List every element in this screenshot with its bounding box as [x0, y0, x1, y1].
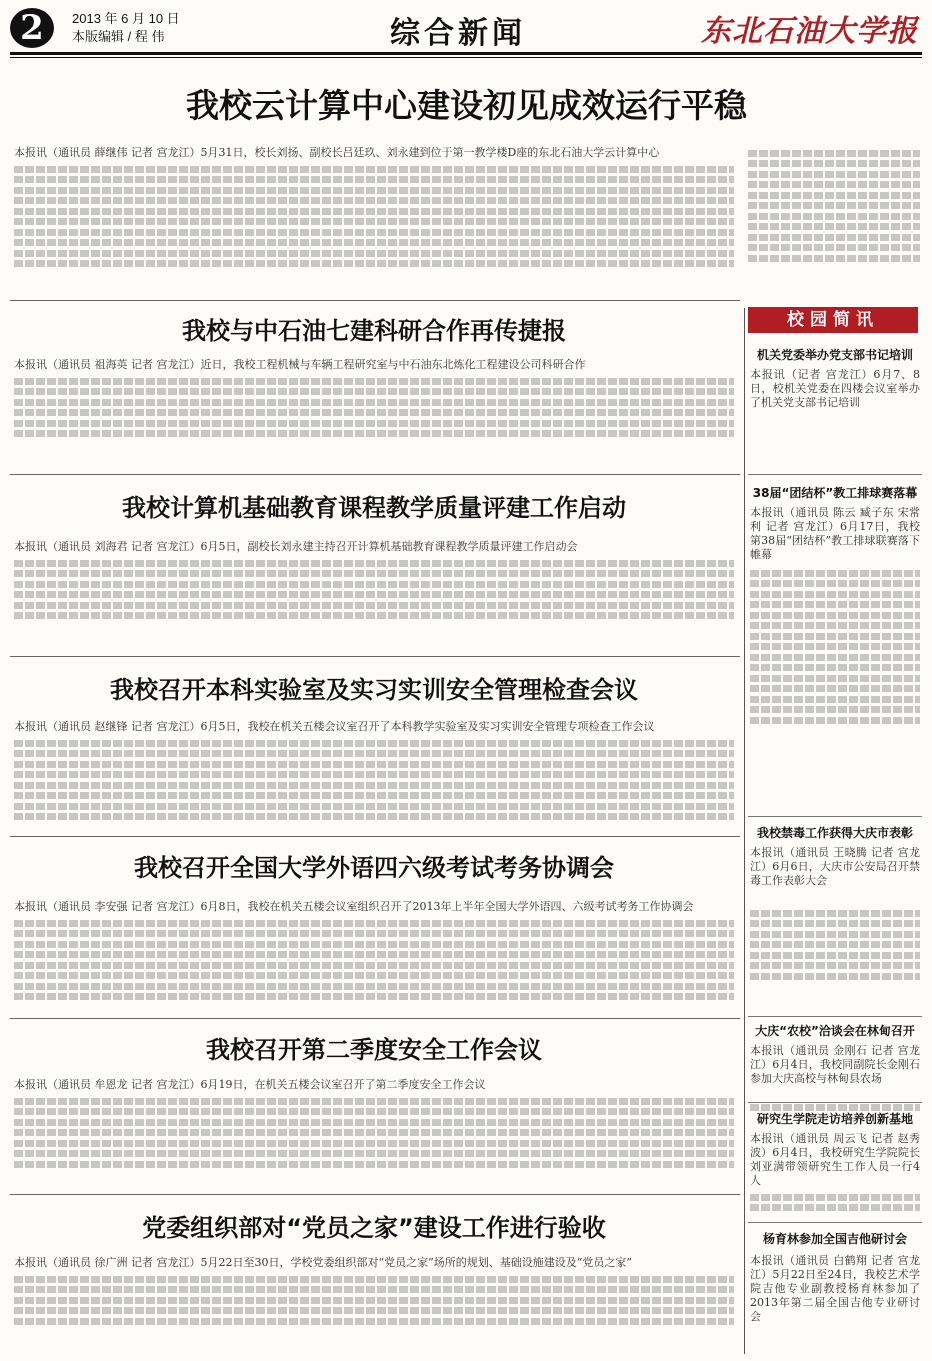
sidebar-item-body — [750, 506, 920, 562]
section-divider — [10, 656, 740, 657]
page-editor: 本版编辑 / 程 伟 — [72, 29, 165, 44]
issue-date: 2013 年 6 月 10 日 — [72, 11, 180, 26]
article-body — [14, 358, 734, 372]
section-divider — [10, 474, 740, 475]
sidebar-body-placeholder — [750, 906, 920, 983]
sidebar-item-headline: 38届“团结杯”教工排球赛落幕 — [752, 486, 918, 500]
sidebar-item-lead: 本报讯（通讯员 金刚石 记者 宫龙江）6月4日，我校同副院长金刚石参加大庆高校与林甸县农场 — [750, 1044, 920, 1085]
article-body-placeholder — [14, 374, 734, 441]
sidebar-title: 校园简讯 — [748, 307, 918, 333]
article-lead: 本报讯（通讯员 薛继伟 记者 宫龙江）5月31日，校长刘扬、副校长吕廷玖、刘永建到位于第一教学楼D座的东北石油大学云计算中心 — [14, 146, 660, 159]
article-headline: 我校与中石油七建科研合作再传捷报 — [182, 317, 566, 345]
article-lead: 本报讯（通讯员 徐广洲 记者 宫龙江）5月22日至30日，学校党委组织部对“党员之家”场所的规划、基础设施建设及“党员之家” — [14, 1256, 632, 1269]
sidebar-divider — [748, 1222, 922, 1223]
sidebar-item-body — [750, 1044, 920, 1100]
sidebar-item-lead: 本报讯（通讯员 周云飞 记者 赵秀波）6月4日，我校研究生学院院长刘亚满带领研究生工作人员一行4人 — [750, 1132, 920, 1187]
sidebar-item-body — [750, 368, 920, 452]
article-body — [14, 720, 734, 734]
article-body-placeholder — [14, 736, 734, 824]
sidebar-item-headline: 我校禁毒工作获得大庆市表彰 — [756, 826, 913, 840]
page-number-badge: 2 — [10, 8, 54, 48]
article-lead: 本报讯（通讯员 刘海君 记者 宫龙江）6月5日，副校长刘永建主持召开计算机基础教育课程教学质量评建工作启动会 — [14, 540, 578, 553]
article-headline: 我校云计算中心建设初见成效运行平稳 — [186, 86, 747, 125]
sidebar-item-headline: 杨育林参加全国吉他研讨会 — [762, 1232, 907, 1246]
article-body — [14, 540, 734, 554]
sidebar-item-headline: 研究生学院走访培养创新基地 — [756, 1112, 913, 1126]
article-headline: 我校召开本科实验室及实习实训安全管理检查会议 — [110, 676, 638, 704]
article-body — [14, 1256, 734, 1270]
article-lead: 本报讯（通讯员 赵继锋 记者 宫龙江）6月5日，我校在机关五楼会议室召开了本科教学实验室及实习实训安全管理专项检查工作会议 — [14, 720, 655, 733]
article-body — [14, 1078, 734, 1092]
article-headline: 党委组织部对“党员之家”建设工作进行验收 — [142, 1214, 606, 1242]
sidebar-item-lead: 本报讯（通讯员 白鹤翔 记者 宫龙江）5月22日至24日，我校艺术学院吉他专业副教授杨育林参加了2013年第二届全国吉他专业研讨会 — [750, 1254, 920, 1323]
masthead-rule — [10, 52, 922, 55]
sidebar-divider — [748, 1016, 922, 1017]
section-divider — [10, 1018, 740, 1019]
sidebar-body-placeholder — [750, 1190, 920, 1215]
article-body-placeholder — [14, 162, 734, 271]
sidebar-body-placeholder — [750, 566, 920, 727]
article-lead: 本报讯（通讯员 牟恩龙 记者 宫龙江）6月19日，在机关五楼会议室召开了第二季度安全工作会议 — [14, 1078, 486, 1091]
section-divider — [10, 836, 740, 837]
masthead-rule-thin — [10, 57, 922, 58]
newspaper-logo: 东北石油大学报 — [701, 14, 918, 49]
sidebar-divider — [748, 474, 922, 475]
article-body — [14, 900, 734, 914]
article-body-placeholder — [14, 916, 734, 1004]
sidebar-item-headline: 大庆“农校”洽谈会在林甸召开 — [755, 1024, 915, 1038]
article-body-placeholder — [14, 1094, 734, 1171]
article-body-placeholder — [14, 1272, 734, 1328]
sidebar-divider — [748, 816, 922, 817]
section-divider — [10, 1194, 740, 1195]
sidebar-item-headline: 机关党委举办党支部书记培训 — [756, 348, 913, 362]
article-lead: 本报讯（通讯员 李安强 记者 宫龙江）6月8日，我校在机关五楼会议室组织召开了2013年上半年全国大学外语四、六级考试考务工作协调会 — [14, 900, 694, 913]
article-body — [14, 146, 734, 160]
article-headline: 我校召开全国大学外语四六级考试考务协调会 — [134, 854, 614, 882]
sidebar-item-lead: 本报讯（通讯员 陈云 臧子东 宋常利 记者 宫龙江）6月17日，我校第38届“团结杯”教工排球联赛落下帷幕 — [750, 506, 920, 561]
sidebar-item-body — [750, 846, 920, 902]
sidebar-item-lead: 本报讯（记者 宫龙江）6月7、8日，校机关党委在四楼会议室举办了机关党支部书记培训 — [750, 368, 920, 409]
sidebar-item-lead: 本报讯（通讯员 王晓腾 记者 宫龙江）6月6日，大庆市公安局召开禁毒工作表彰大会 — [750, 846, 920, 887]
article-body-placeholder — [14, 556, 734, 623]
article-headline: 我校计算机基础教育课程教学质量评建工作启动 — [122, 494, 626, 522]
article-lead: 本报讯（通讯员 祖海英 记者 宫龙江）近日，我校工程机械与车辆工程研究室与中石油东北炼化工程建设公司科研合作 — [14, 358, 586, 371]
sidebar-item-body — [750, 1132, 920, 1188]
article-body-placeholder — [748, 146, 920, 265]
article-headline: 我校召开第二季度安全工作会议 — [206, 1036, 542, 1064]
sidebar-item-body — [750, 1254, 920, 1352]
masthead — [0, 0, 932, 52]
section-divider — [10, 300, 740, 301]
section-title: 综合新闻 — [390, 16, 526, 51]
sidebar-divider — [748, 1102, 922, 1103]
